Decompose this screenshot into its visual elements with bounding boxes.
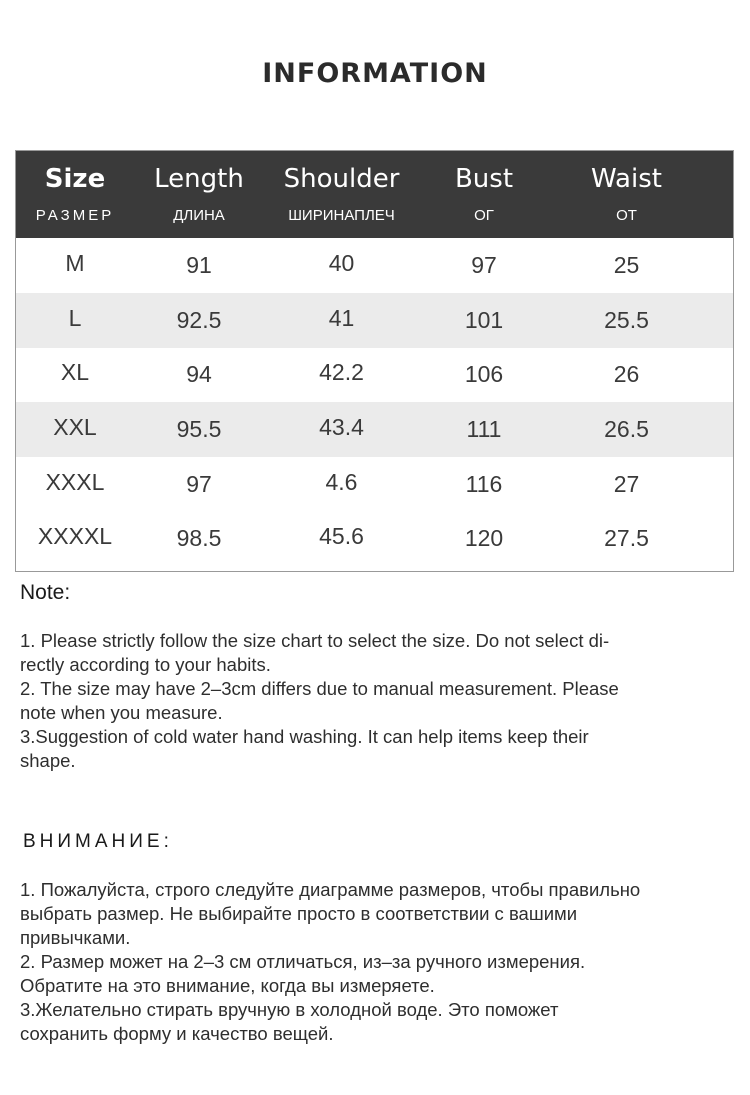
header-waist-ru: ОТ	[616, 207, 637, 224]
note-line: 3.Suggestion of cold water hand washing. It can help items keep their	[20, 726, 589, 747]
table-header	[16, 151, 733, 238]
header-bust-en: Bust	[454, 164, 514, 194]
cell-length: 91	[186, 252, 212, 278]
cell-waist: 26	[613, 361, 640, 387]
cell-length: 98.5	[176, 525, 222, 551]
note-line: note when you measure.	[20, 702, 223, 723]
cell-shoulder: 45.6	[319, 523, 364, 549]
russian-note-line: выбрать размер. Не выбирайте просто в соответствии с вашими	[20, 903, 578, 924]
cell-size: XXXXL	[37, 523, 113, 549]
cell-size: XL	[60, 359, 90, 385]
table-row	[16, 347, 733, 402]
cell-bust: 106	[464, 361, 504, 387]
cell-shoulder: 42.2	[319, 359, 364, 385]
header-length-ru: ДЛИНА	[173, 207, 225, 224]
cell-bust: 101	[464, 307, 504, 333]
note-line: shape.	[20, 750, 76, 771]
header-waist-en: Waist	[591, 164, 662, 194]
cell-bust: 120	[464, 525, 504, 551]
russian-note-line: 3.Желательно стирать вручную в холодной воде. Это поможет	[20, 999, 559, 1020]
note-body	[20, 629, 730, 773]
russian-note-line: 1. Пожалуйста, строго следуйте диаграмме размеров, чтобы правильно	[20, 879, 641, 900]
cell-bust: 111	[466, 416, 502, 442]
russian-note-heading: ВНИМАНИЕ:	[23, 831, 173, 852]
size-chart-table	[15, 150, 734, 572]
header-size-en: Size	[44, 164, 106, 194]
header-bust-ru: ОГ	[474, 207, 494, 224]
table-row	[16, 402, 733, 457]
cell-length: 95.5	[176, 416, 222, 442]
table-row	[16, 457, 733, 512]
cell-waist: 25.5	[604, 307, 649, 333]
cell-waist: 25	[613, 252, 640, 278]
cell-length: 97	[186, 471, 212, 497]
note-line: 1. Please strictly follow the size chart to select the size. Do not select di-	[20, 630, 610, 651]
header-shoulder-ru: ШИРИНАПЛЕЧ	[288, 207, 395, 224]
page-title: INFORMATION	[262, 58, 488, 89]
header-waist	[549, 151, 704, 238]
russian-note-line: сохранить форму и качество вещей.	[20, 1023, 334, 1044]
cell-waist: 26.5	[604, 416, 649, 442]
header-shoulder-en: Shoulder	[283, 164, 400, 194]
note-line: 2. The size may have 2–3cm differs due to manual measurement. Please	[20, 678, 619, 699]
cell-size: L	[68, 305, 82, 331]
header-shoulder	[264, 151, 419, 238]
russian-note-line: 2. Размер может на 2–3 см отличаться, из–за ручного измерения.	[20, 951, 586, 972]
cell-size: M	[65, 250, 85, 276]
table-row	[16, 238, 733, 293]
russian-note-line: привычками.	[20, 927, 131, 948]
cell-size: XXL	[53, 414, 97, 440]
cell-waist: 27.5	[604, 525, 649, 551]
cell-shoulder: 43.4	[319, 414, 364, 440]
note-heading: Note:	[20, 581, 71, 604]
header-length	[134, 151, 264, 238]
russian-note-line: Обратите на это внимание, когда вы измеряете.	[20, 975, 435, 996]
cell-shoulder: 40	[328, 250, 355, 276]
table-row	[16, 511, 733, 566]
cell-bust: 97	[471, 252, 497, 278]
table-row	[16, 293, 733, 348]
cell-waist: 27	[613, 471, 640, 497]
header-size-ru: РАЗМЕР	[35, 207, 115, 224]
cell-length: 94	[186, 361, 212, 387]
cell-length: 92.5	[176, 307, 222, 333]
note-line: rectly according to your habits.	[20, 654, 271, 675]
cell-size: XXXL	[45, 469, 105, 495]
russian-note-body	[20, 878, 730, 1046]
cell-bust: 116	[465, 471, 503, 497]
header-bust	[419, 151, 549, 238]
header-length-en: Length	[154, 164, 244, 194]
header-size	[16, 151, 134, 238]
cell-shoulder: 4.6	[325, 469, 358, 495]
cell-shoulder: 41	[328, 305, 355, 331]
